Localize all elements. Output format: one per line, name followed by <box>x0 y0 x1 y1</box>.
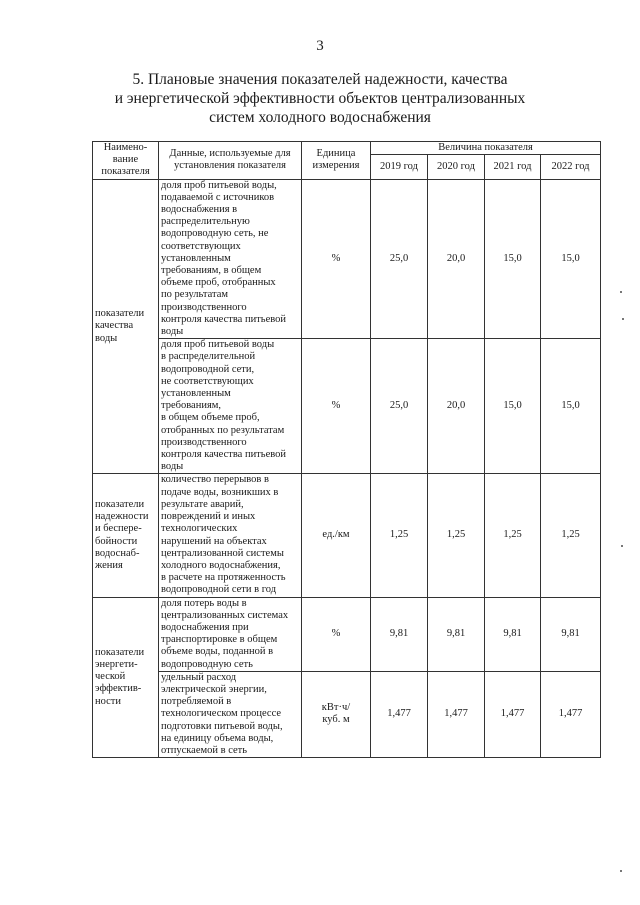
category-line: ческой <box>95 671 126 683</box>
value-cell: 15,0 <box>541 179 601 339</box>
category-line: эффектив- <box>95 683 142 695</box>
value-cell: 20,0 <box>428 339 485 474</box>
description-line: воды <box>161 461 184 473</box>
scan-mark <box>620 870 622 872</box>
description-line: контроля качества питьевой <box>161 449 286 461</box>
category-line: энергети- <box>95 659 138 671</box>
value-cell: 1,25 <box>485 474 541 597</box>
header-value: Величина показателя <box>371 142 601 155</box>
description-line: отпускаемой в сеть <box>161 744 248 756</box>
value-cell: 9,81 <box>428 597 485 671</box>
unit-line: % <box>331 628 341 640</box>
unit-cell <box>302 179 371 339</box>
table-row <box>93 339 601 474</box>
category-line: показатели <box>95 646 145 658</box>
description-line: по результатам <box>161 289 229 301</box>
value-cell: 9,81 <box>371 597 428 671</box>
description-line: контроля качества питьевой <box>161 313 286 325</box>
description-line: водоснабжения при <box>161 621 249 633</box>
unit-line: куб. м <box>322 714 350 726</box>
header-name: Наимено- вание показателя <box>93 142 159 180</box>
value-cell: 9,81 <box>541 597 601 671</box>
description-line: в общем объеме проб, <box>161 412 260 424</box>
description-line: объеме проб, отобранных <box>161 277 276 289</box>
category-line: ности <box>95 695 121 707</box>
description-line: водопроводной сети, <box>161 363 255 375</box>
header-data-used: Данные, используемые для установления показателя <box>159 142 302 180</box>
category-cell <box>93 474 159 597</box>
description-line: на единицу объема воды, <box>161 732 274 744</box>
description-line: в распределительной <box>161 351 256 363</box>
description-line: доля проб питьевой воды <box>161 339 275 351</box>
description-cell <box>159 671 302 757</box>
description-line: удельный расход <box>161 671 237 683</box>
category-cell <box>93 179 159 474</box>
unit-cell <box>302 597 371 671</box>
value-cell: 25,0 <box>371 339 428 474</box>
description-line: установленным <box>161 388 231 400</box>
description-line: подготовки питьевой воды, <box>161 720 283 732</box>
table-body <box>93 179 601 758</box>
table-row <box>93 474 601 597</box>
unit-line: % <box>331 252 341 264</box>
value-cell: 1,477 <box>485 671 541 757</box>
title-line-1: 5. Плановые значения показателей надежности, качества <box>132 71 508 88</box>
description-line: соответствующих <box>161 240 241 252</box>
header-year-2022: 2022 год <box>541 155 601 179</box>
description-line: водопроводной сети в год <box>161 584 277 596</box>
value-cell: 15,0 <box>485 179 541 339</box>
description-line: нарушений на объектах <box>161 535 267 547</box>
description-line: повреждений и иных <box>161 511 256 523</box>
category-line: бойности <box>95 535 138 547</box>
description-cell <box>159 597 302 671</box>
table-row <box>93 671 601 757</box>
description-line: объеме воды, поданной в <box>161 646 274 658</box>
indicators-table <box>92 141 601 758</box>
description-line: доля проб питьевой воды, <box>161 179 277 191</box>
unit-cell <box>302 339 371 474</box>
description-line: распределительную <box>161 216 250 228</box>
value-cell: 20,0 <box>428 179 485 339</box>
description-line: холодного водоснабжения, <box>161 559 281 571</box>
title-line-3: систем холодного водоснабжения <box>209 109 431 126</box>
scan-mark <box>622 318 624 320</box>
value-cell: 15,0 <box>485 339 541 474</box>
description-line: водопроводную сеть <box>161 658 253 670</box>
description-line: технологическом процессе <box>161 708 282 720</box>
category-line: качества <box>95 320 134 332</box>
description-line: требованиям, в общем <box>161 265 262 277</box>
description-line: в расчете на протяженность <box>161 572 286 584</box>
header-unit: Единица измерения <box>302 142 371 180</box>
category-line: водоснаб- <box>95 547 140 559</box>
description-cell <box>159 474 302 597</box>
description-line: централизованных системах <box>161 609 289 621</box>
value-cell: 15,0 <box>541 339 601 474</box>
description-line: требованиям, <box>161 400 222 412</box>
description-line: отобранных по результатам <box>161 424 285 436</box>
unit-line: кВт·ч/ <box>321 702 351 714</box>
value-cell: 1,25 <box>541 474 601 597</box>
category-line: и беспере- <box>95 523 142 535</box>
description-line: подаче воды, возникших в <box>161 486 279 498</box>
description-line: электрической энергии, <box>161 683 267 695</box>
category-line: показатели <box>95 498 145 510</box>
table-row <box>93 597 601 671</box>
unit-line: % <box>331 400 341 412</box>
table-row <box>93 179 601 339</box>
description-line: производственного <box>161 436 247 448</box>
page-title <box>60 70 580 127</box>
description-cell <box>159 179 302 339</box>
category-line: надежности <box>95 511 149 523</box>
description-line: производственного <box>161 301 247 313</box>
description-line: водопроводную сеть, не <box>161 228 269 240</box>
unit-cell <box>302 671 371 757</box>
description-line: технологических <box>161 523 238 535</box>
value-cell: 1,25 <box>371 474 428 597</box>
description-line: потребляемой в <box>161 696 232 708</box>
value-cell: 1,477 <box>371 671 428 757</box>
unit-cell <box>302 474 371 597</box>
value-cell: 1,25 <box>428 474 485 597</box>
category-line: жения <box>95 559 123 571</box>
description-cell <box>159 339 302 474</box>
value-cell: 1,477 <box>541 671 601 757</box>
scan-mark <box>621 545 623 547</box>
description-line: воды <box>161 326 184 338</box>
header-year-2021: 2021 год <box>485 155 541 179</box>
description-line: результате аварий, <box>161 498 244 510</box>
unit-line: ед./км <box>322 529 350 541</box>
category-line: воды <box>95 332 118 344</box>
description-line: подаваемой с источников <box>161 191 275 203</box>
category-cell <box>93 597 159 758</box>
value-cell: 25,0 <box>371 179 428 339</box>
description-line: установленным <box>161 252 231 264</box>
scan-mark <box>620 291 622 293</box>
header-year-2020: 2020 год <box>428 155 485 179</box>
description-line: централизованной системы <box>161 547 284 559</box>
description-line: транспортировке в общем <box>161 634 278 646</box>
value-cell: 9,81 <box>485 597 541 671</box>
description-line: водоснабжения в <box>161 204 238 216</box>
category-line: показатели <box>95 308 145 320</box>
header-year-2019: 2019 год <box>371 155 428 179</box>
page-number: 3 <box>316 38 324 54</box>
description-line: не соответствующих <box>161 375 254 387</box>
value-cell: 1,477 <box>428 671 485 757</box>
title-line-2: и энергетической эффективности объектов централизованных <box>114 90 526 107</box>
description-line: доля потерь воды в <box>161 597 247 609</box>
description-line: количество перерывов в <box>161 474 269 486</box>
